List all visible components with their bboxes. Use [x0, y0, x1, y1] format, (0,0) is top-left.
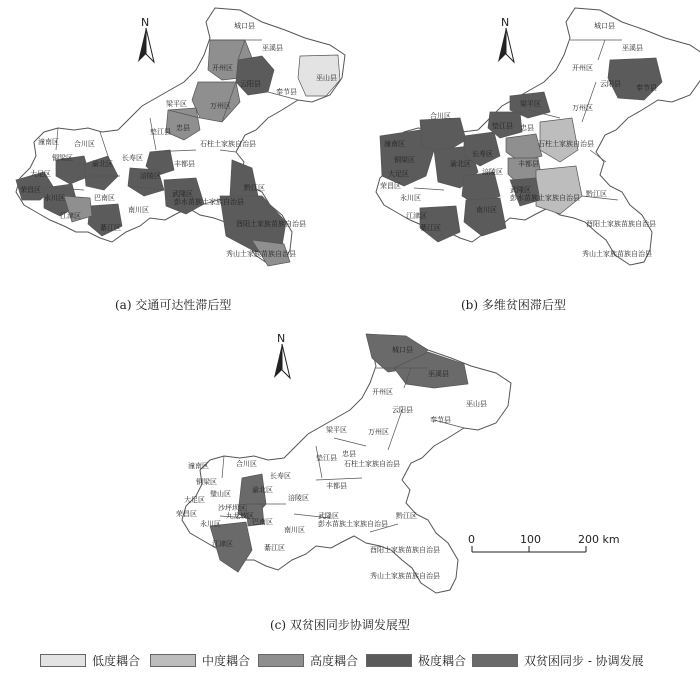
- label-b-10: 合川区: [430, 112, 451, 120]
- label-a-4: 巫山县: [316, 74, 337, 82]
- label-a-7: 万州区: [210, 102, 231, 110]
- label-a-19: 渝北区: [92, 160, 113, 168]
- north-label-b: N: [501, 16, 510, 29]
- legend-swatch-low: [40, 654, 86, 667]
- label-c-0: 城口县: [392, 346, 413, 354]
- label-a-13: 大足区: [30, 170, 51, 178]
- label-b-11: 铜梁区: [394, 156, 415, 164]
- label-a-20: 长寿区: [122, 154, 143, 162]
- legend-item-high: [258, 652, 358, 668]
- legend-label-extreme: 极度耦合: [418, 653, 467, 668]
- label-b-6: 万州区: [572, 104, 593, 112]
- legend-swatch-high: [258, 654, 304, 667]
- north-arrow-c: [274, 332, 290, 378]
- caption-a: (a) 交通可达性滞后型: [115, 298, 232, 312]
- scale-tick-0: 0: [468, 533, 475, 546]
- label-c-25: 武隆区: [318, 512, 339, 520]
- label-a-10: 潼南区: [38, 138, 59, 146]
- label-c-27: 黔江区: [396, 512, 417, 520]
- legend-label-sync: 双贫困同步 - 协调发展: [524, 653, 644, 668]
- label-c-30: 璧山区: [210, 490, 231, 498]
- label-a-21: 涪陵区: [140, 172, 161, 180]
- label-b-25: 綦江区: [420, 224, 441, 232]
- legend-item-extreme: [366, 652, 466, 668]
- label-c-20: 长寿区: [270, 472, 291, 480]
- label-c-5: 奉节县: [430, 416, 451, 424]
- label-b-13: 荣昌区: [380, 182, 401, 190]
- label-b-17: 长寿区: [472, 150, 493, 158]
- label-a-25: 武隆区: [172, 190, 193, 198]
- label-c-9: 忠县: [342, 450, 356, 458]
- north-arrow-b: [498, 16, 514, 62]
- label-c-7: 万州区: [368, 428, 389, 436]
- legend-swatch-medium: [150, 654, 196, 667]
- label-a-14: 荣昌区: [20, 186, 41, 194]
- label-b-2: 开州区: [572, 64, 593, 72]
- legend-label-high: 高度耦合: [310, 653, 359, 668]
- label-a-27: 黔江区: [244, 184, 265, 192]
- label-c-3: 云阳县: [392, 406, 413, 414]
- label-b-16: 渝北区: [450, 160, 471, 168]
- label-c-13: 大足区: [184, 496, 205, 504]
- label-b-26: 酉阳土家族苗族自治县: [586, 220, 656, 228]
- label-b-1: 巫溪县: [622, 44, 643, 52]
- label-a-23: 丰都县: [174, 160, 195, 168]
- label-b-4: 奉节县: [636, 84, 657, 92]
- label-b-7: 垫江县: [492, 122, 513, 130]
- label-b-20: 石柱土家族自治县: [538, 140, 594, 148]
- caption-c: (c) 双贫困同步协调发展型: [270, 618, 410, 632]
- label-b-22: 彭水苗族土家族自治县: [510, 194, 580, 202]
- label-c-16: 江津区: [212, 540, 233, 548]
- label-c-17: 綦江区: [264, 544, 285, 552]
- scale-bar: [468, 533, 620, 552]
- label-a-18: 巴南区: [94, 194, 115, 202]
- label-c-12: 铜梁区: [196, 478, 217, 486]
- legend-item-sync: [472, 652, 644, 668]
- label-b-12: 大足区: [388, 170, 409, 178]
- caption-b: (b) 多维贫困滞后型: [461, 298, 566, 312]
- label-a-28: 酉阳土家族苗族自治县: [236, 220, 306, 228]
- label-c-22: 南川区: [284, 526, 305, 534]
- label-a-2: 开州区: [212, 64, 233, 72]
- label-a-29: 秀山土家族苗族自治县: [226, 250, 296, 258]
- label-a-22: 南川区: [128, 206, 149, 214]
- label-c-6: 梁平区: [326, 426, 347, 434]
- label-b-24: 南川区: [476, 206, 497, 214]
- label-b-15: 江津区: [406, 212, 427, 220]
- label-a-0: 城口县: [234, 22, 255, 30]
- label-c-14: 荣昌区: [176, 510, 197, 518]
- label-b-8: 忠县: [520, 124, 534, 132]
- label-b-3: 云阳县: [600, 80, 621, 88]
- label-c-21: 涪陵区: [288, 494, 309, 502]
- map-b: [376, 8, 700, 265]
- label-b-23: 黔江区: [586, 190, 607, 198]
- label-a-3: 云阳县: [240, 80, 261, 88]
- scale-tick-1: 100: [520, 533, 541, 546]
- legend-label-low: 低度耦合: [92, 653, 141, 668]
- label-c-31: 沙坪坝区: [218, 504, 246, 512]
- map-c: [176, 332, 511, 593]
- label-c-8: 垫江县: [316, 454, 337, 462]
- label-c-29: 秀山土家族苗族自治县: [370, 572, 440, 580]
- label-c-11: 合川区: [236, 460, 257, 468]
- north-label-a: N: [141, 16, 150, 29]
- label-c-1: 巫溪县: [428, 370, 449, 378]
- legend-swatch-extreme: [366, 654, 412, 667]
- label-c-24: 石柱土家族自治县: [344, 460, 400, 468]
- legend-label-medium: 中度耦合: [202, 653, 251, 668]
- label-c-10: 潼南区: [188, 462, 209, 470]
- map-a: [16, 8, 345, 266]
- label-c-23: 丰都县: [326, 482, 347, 490]
- label-a-24: 石柱土家族自治县: [200, 140, 256, 148]
- label-a-12: 铜梁区: [52, 154, 73, 162]
- label-b-19: 丰都县: [518, 160, 539, 168]
- label-a-16: 江津区: [60, 212, 81, 220]
- label-c-28: 酉阳土家族苗族自治县: [370, 546, 440, 554]
- scale-tick-2: 200 km: [578, 533, 620, 546]
- label-b-0: 城口县: [594, 22, 615, 30]
- legend-item-low: [40, 652, 140, 668]
- label-c-4: 巫山县: [466, 400, 487, 408]
- label-a-5: 奉节县: [276, 88, 297, 96]
- label-c-15: 永川区: [200, 520, 221, 528]
- label-a-15: 永川区: [44, 194, 65, 202]
- label-b-5: 梁平区: [520, 100, 541, 108]
- label-c-26: 彭水苗族土家族自治县: [318, 520, 388, 528]
- label-b-21: 武隆区: [510, 186, 531, 194]
- label-c-2: 开州区: [372, 388, 393, 396]
- label-b-14: 永川区: [400, 194, 421, 202]
- label-a-11: 合川区: [74, 140, 95, 148]
- label-a-6: 梁平区: [166, 100, 187, 108]
- legend: [0, 650, 700, 670]
- legend-item-medium: [150, 652, 250, 668]
- label-a-8: 垫江县: [150, 128, 171, 136]
- label-b-18: 涪陵区: [482, 168, 503, 176]
- label-a-17: 綦江区: [100, 224, 121, 232]
- label-c-19: 渝北区: [252, 486, 273, 494]
- label-b-27: 秀山土家族苗族自治县: [582, 250, 652, 258]
- legend-swatch-sync: [472, 654, 518, 667]
- north-label-c: N: [277, 332, 286, 345]
- label-a-9: 忠县: [176, 124, 190, 132]
- label-a-26: 彭水苗族土家族自治县: [174, 198, 244, 206]
- label-a-1: 巫溪县: [262, 44, 283, 52]
- label-c-32: 九龙坡区: [226, 512, 254, 520]
- north-arrow-a: [138, 16, 154, 62]
- label-c-18: 巴南区: [252, 518, 273, 526]
- label-b-9: 潼南区: [384, 140, 405, 148]
